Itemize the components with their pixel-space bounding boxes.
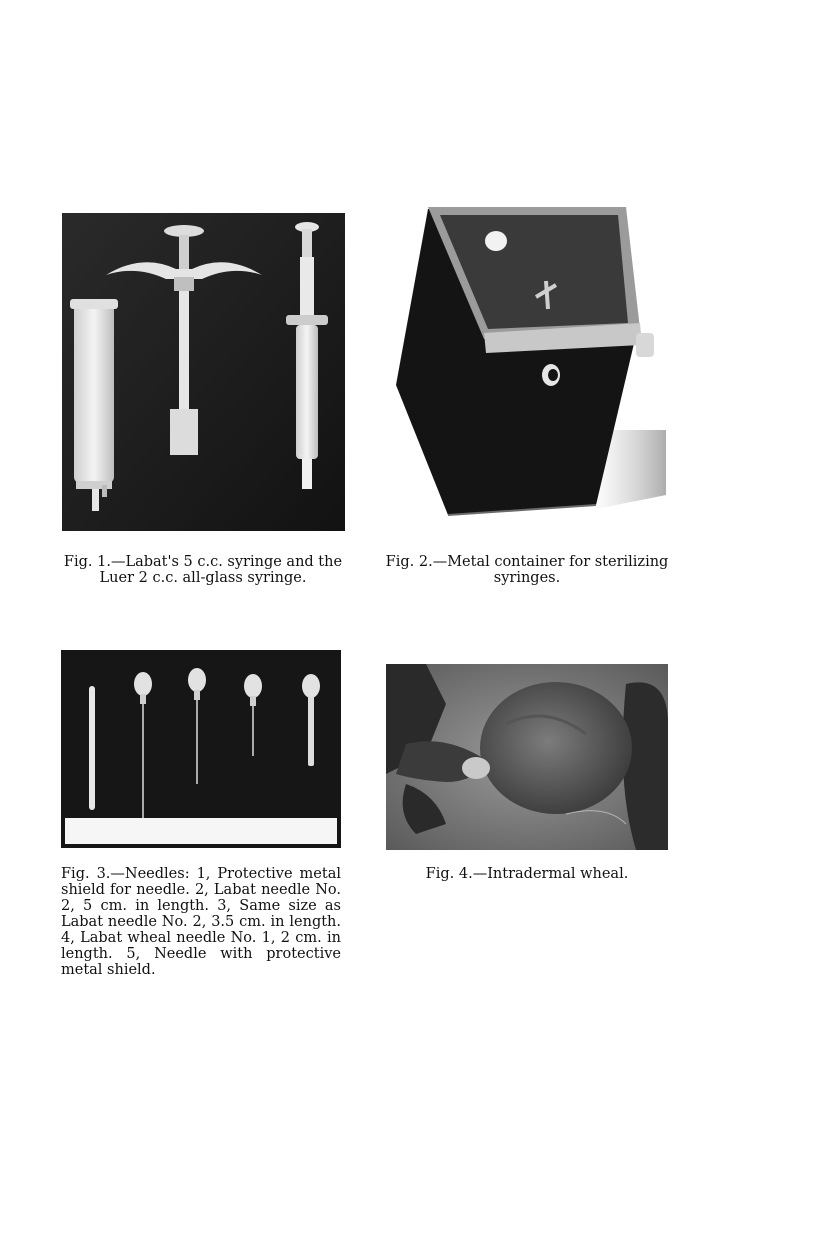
wheal-illustration: [386, 664, 668, 850]
syringe-illustration: [62, 213, 345, 531]
figure-4-caption: Fig. 4.—Intradermal wheal.: [425, 866, 629, 882]
container-illustration: [396, 205, 666, 535]
figure-3-caption: Fig. 3.—Needles: 1, Protective metal shield for needle. 2, Labat needle No. 2, 5 cm. in length. 3, Same size as Labat needle No. 2, 3.5 cm. in length. 4, Labat wheal needle No. 1, 2 cm. in length. 5, Needle with protective metal shield.: [61, 866, 341, 978]
needle-shield-1: [89, 686, 95, 810]
figure-3-photo: [61, 650, 341, 848]
figure-2-caption: Fig. 2.—Metal container for sterilizing syringes.: [385, 554, 669, 586]
needles-illustration: [61, 650, 341, 848]
figure-1-photo: [62, 213, 345, 531]
figure-4-photo: [386, 664, 668, 850]
figure-2-photo: [396, 205, 666, 535]
figure-1-caption: Fig. 1.—Labat's 5 c.c. syringe and the Luer 2 c.c. all-glass syringe.: [63, 554, 343, 586]
